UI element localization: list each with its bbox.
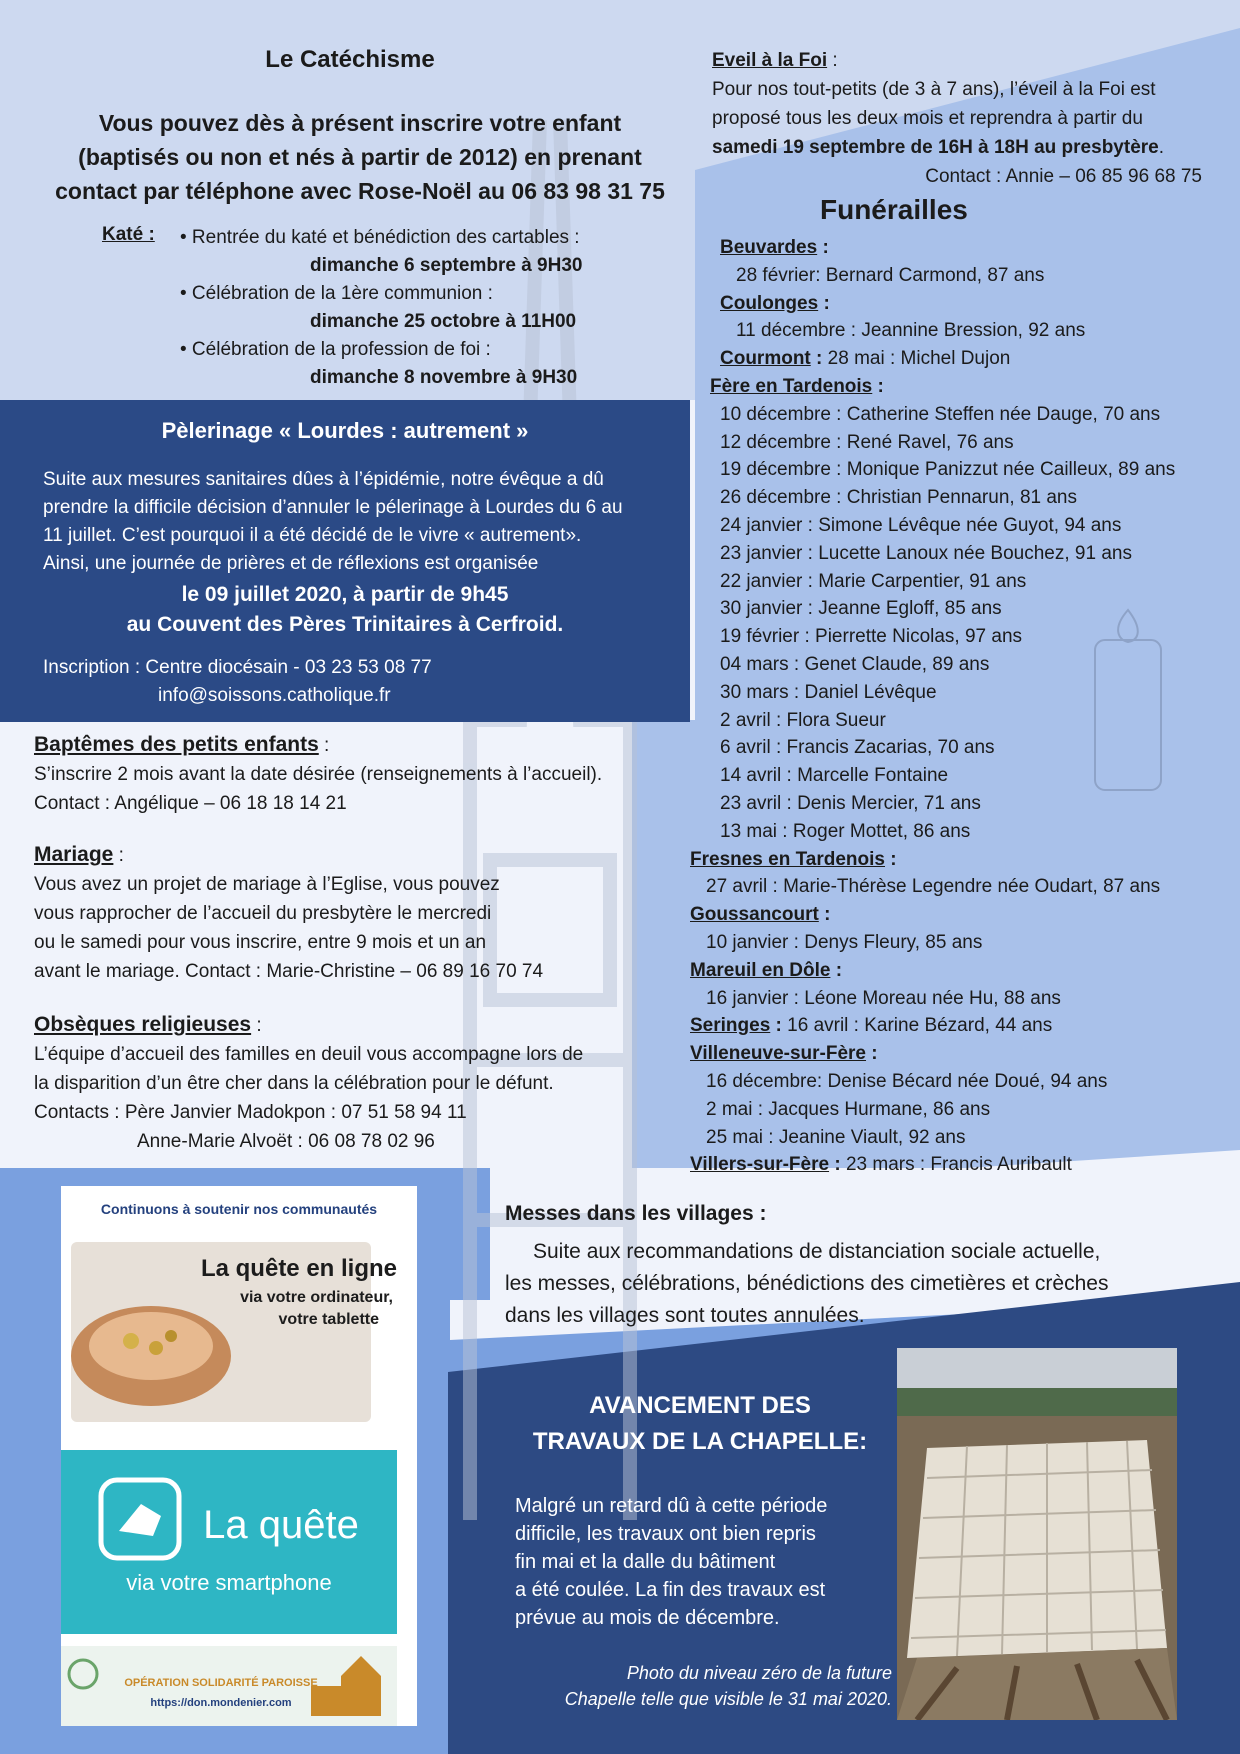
funerailles-place: [690, 234, 1230, 290]
mariage-section: Mariage : Vous avez un projet de mariage à l’Eglise, vous pouvez vous rapprocher de l’accueil du presbytère le mercredi ou le samedi pour vous inscrire, entre 9 mois et un an avant le mariage. Contact : Marie-Christine – 06 89 16 70 74: [34, 840, 674, 986]
pelerinage-email[interactable]: info@soissons.catholique.fr: [158, 685, 391, 706]
travaux-body-line: difficile, les travaux ont bien repris: [515, 1523, 816, 1545]
catechisme-intro-line: Vous pouvez dès à présent inscrire votre enfant: [98, 110, 622, 136]
eveil-line: proposé tous les deux mois et reprendra à partir du: [712, 108, 1143, 129]
chapel-construction-photo: [897, 1348, 1177, 1720]
funerailles-place-header: Villeneuve-sur-Fère :: [690, 1043, 878, 1065]
funerailles-title: Funérailles: [820, 194, 968, 225]
pelerinage-body-line: prendre la difficile décision d’annuler le pélerinage à Lourdes du 6 au: [43, 497, 623, 518]
quete-online-sub1: via votre ordinateur,: [240, 1289, 393, 1306]
funerailles-entry: 16 décembre: Denise Bécard née Doué, 94 ans: [706, 1070, 1108, 1092]
funerailles-entry: 23 avril : Denis Mercier, 71 ans: [720, 792, 981, 814]
travaux-body-line: prévue au mois de décembre.: [515, 1607, 780, 1629]
funerailles-place-header: Seringes : 16 avril : Karine Bézard, 44 ans: [690, 1015, 1053, 1037]
travaux-title: [505, 1388, 895, 1460]
funerailles-entry: 19 décembre : Monique Panizzut née Cailleux, 89 ans: [720, 459, 1176, 481]
quete-flyer: [61, 1186, 417, 1726]
funerailles-place-name: Villers-sur-Fère: [690, 1154, 830, 1176]
quete-operation: OPÉRATION SOLIDARITÉ PAROISSE: [124, 1677, 318, 1689]
kate-item-date: dimanche 8 novembre à 9H30: [310, 367, 578, 388]
funerailles-entry: 28 mai : Michel Dujon: [827, 348, 1011, 370]
funerailles-place: [690, 290, 1230, 346]
quete-app-title: La quête: [203, 1503, 359, 1547]
funerailles-entry: 13 mai : Roger Mottet, 86 ans: [720, 820, 971, 842]
pelerinage-body: [43, 466, 693, 578]
funerailles-list: [690, 234, 1230, 1179]
funerailles-entry: 24 janvier : Simone Lévêque née Guyot, 94 ans: [720, 514, 1122, 536]
obseques-section: Obsèques religieuses : L’équipe d’accueil des familles en deuil vous accompagne lors de la disparition d’un être cher dans la célébration pour le défunt. Contacts : Père Janvier Madokpon : 07 51 58 94 11 Anne-Marie Alvoët : 06 08 78 02 96: [34, 1010, 674, 1156]
quete-online-sub2: votre tablette: [278, 1311, 379, 1328]
kate-item-date: dimanche 6 septembre à 9H30: [310, 255, 583, 276]
travaux-body-line: fin mai et la dalle du bâtiment: [515, 1551, 776, 1573]
funerailles-place-name: Seringes: [690, 1015, 771, 1037]
baptemes-section: Baptêmes des petits enfants : S’inscrire 2 mois avant la date désirée (renseignements à l’accueil). Contact : Angélique – 06 18 18 14 21: [34, 730, 674, 818]
baptemes-line: Contact : Angélique – 06 18 18 14 21: [34, 793, 347, 814]
funerailles-entry: 16 janvier : Léone Moreau née Hu, 88 ans: [706, 987, 1061, 1009]
eveil-title: Eveil à la Foi: [712, 50, 828, 71]
obseques-line: Anne-Marie Alvoët : 06 08 78 02 96: [137, 1131, 435, 1152]
funerailles-entry: 30 mars : Daniel Lévêque: [720, 681, 937, 703]
funerailles-entry: 04 mars : Genet Claude, 89 ans: [720, 653, 990, 675]
kate-item-label: • Rentrée du katé et bénédiction des cartables :: [180, 227, 580, 248]
funerailles-place-name: Coulonges: [720, 292, 819, 314]
kate-item-date: dimanche 25 octobre à 11H00: [310, 311, 577, 332]
funerailles-place-name: Villeneuve-sur-Fère: [690, 1043, 867, 1065]
baptemes-title: Baptêmes des petits enfants: [34, 733, 319, 756]
funerailles-place-header: Villers-sur-Fère : 23 mars : Francis Auribault: [690, 1154, 1072, 1176]
funerailles-place-name: Mareuil en Dôle: [690, 959, 831, 981]
funerailles-entry: 26 décembre : Christian Pennarun, 81 ans: [720, 487, 1077, 509]
funerailles-entry: 25 mai : Jeanine Viault, 92 ans: [706, 1126, 966, 1148]
funerailles-entry: 11 décembre : Jeannine Bression, 92 ans: [736, 320, 1086, 342]
funerailles-entry: 22 janvier : Marie Carpentier, 91 ans: [720, 570, 1027, 592]
pelerinage-title: Pèlerinage « Lourdes : autrement »: [161, 418, 529, 443]
quete-header: Continuons à soutenir nos communautés: [100, 1201, 378, 1217]
funerailles-entry: 2 mai : Jacques Hurmane, 86 ans: [706, 1098, 991, 1120]
funerailles-place-name: Courmont: [720, 348, 811, 370]
catechisme-title: Le Catéchisme: [265, 46, 435, 73]
funerailles-place-name: Beuvardes: [720, 237, 818, 258]
catechisme-intro: [20, 106, 700, 208]
funerailles-entry: 6 avril : Francis Zacarias, 70 ans: [720, 737, 995, 759]
funerailles-entry: 10 décembre : Catherine Steffen née Dauge, 70 ans: [720, 403, 1161, 425]
travaux-body-line: a été coulée. La fin des travaux est: [515, 1579, 826, 1601]
travaux-title-line: TRAVAUX DE LA CHAPELLE:: [532, 1428, 868, 1455]
eveil-section: Eveil à la Foi : Pour nos tout-petits (de 3 à 7 ans), l’éveil à la Foi est proposé tous les deux mois et reprendra à partir du samedi 19 septembre de 16H à 18H au presbytère. Contact : Annie – 06 85 96 68 75: [712, 46, 1212, 191]
pelerinage-body-line: Suite aux mesures sanitaires dûes à l’épidémie, notre évêque a dû: [43, 469, 604, 490]
mariage-line: ou le samedi pour vous inscrire, entre 9 mois et un an: [34, 932, 487, 953]
funerailles-place-header: Fère en Tardenois :: [710, 375, 884, 397]
funerailles-place-header: Goussancourt :: [690, 904, 831, 926]
travaux-caption-line: Photo du niveau zéro de la future: [626, 1663, 892, 1683]
obseques-title: Obsèques religieuses: [34, 1013, 252, 1036]
kate-item: [180, 336, 650, 392]
funerailles-place-header: Beuvardes :: [720, 237, 829, 258]
funerailles-place-header: Coulonges :: [720, 292, 830, 314]
funerailles-place: [690, 846, 1230, 902]
funerailles-place: [690, 957, 1230, 1013]
funerailles-entry: 14 avril : Marcelle Fontaine: [720, 765, 949, 787]
eveil-contact: Contact : Annie – 06 85 96 68 75: [925, 166, 1202, 187]
eveil-date: samedi 19 septembre de 16H à 18H au presbytère: [712, 137, 1159, 158]
funerailles-entry: 27 avril : Marie-Thérèse Legendre née Oudart, 87 ans: [706, 876, 1161, 898]
obseques-line: la disparition d’un être cher dans la célébration pour le défunt.: [34, 1073, 554, 1094]
funerailles-place: [690, 345, 1230, 373]
mariage-line: Vous avez un projet de mariage à l’Eglise, vous pouvez: [34, 874, 500, 895]
funerailles-place: [690, 1012, 1230, 1040]
travaux-body: [515, 1492, 895, 1632]
funerailles-place: [690, 1151, 1230, 1179]
pelerinage-body-line: Ainsi, une journée de prières et de réflexions est organisée: [43, 553, 539, 574]
pelerinage-body-line: 11 juillet. C’est pourquoi il a été décidé de le vivre « autrement».: [43, 525, 582, 546]
funerailles-entry: 23 mars : Francis Auribault: [845, 1154, 1072, 1176]
messes-line: dans les villages sont toutes annulées.: [505, 1304, 865, 1327]
baptemes-line: S’inscrire 2 mois avant la date désirée (renseignements à l’accueil).: [34, 764, 603, 785]
funerailles-entry: 23 janvier : Lucette Lanoux née Bouchez, 91 ans: [720, 542, 1132, 564]
messes-body: [505, 1236, 1195, 1332]
messes-line: Suite aux recommandations de distanciation sociale actuelle,: [533, 1240, 1101, 1263]
quete-url[interactable]: https://don.mondenier.com: [150, 1697, 292, 1709]
funerailles-place-name: Fresnes en Tardenois: [690, 848, 885, 870]
kate-item-label: • Célébration de la 1ère communion :: [180, 283, 493, 304]
funerailles-place-name: Fère en Tardenois: [710, 375, 873, 397]
funerailles-entry: 12 décembre : René Ravel, 76 ans: [720, 431, 1014, 453]
funerailles-place: [690, 1040, 1230, 1151]
pelerinage-inscription: [43, 654, 683, 710]
travaux-caption: [520, 1660, 892, 1712]
messes-line: les messes, célébrations, bénédictions des cimetières et crèches: [505, 1272, 1109, 1295]
pelerinage-inscription-line: Inscription : Centre diocésain - 03 23 53 08 77: [43, 657, 432, 678]
funerailles-place: [690, 373, 1230, 846]
pelerinage-date-line: le 09 juillet 2020, à partir de 9h45: [181, 583, 509, 606]
kate-list: [180, 224, 650, 392]
travaux-caption-line: Chapelle telle que visible le 31 mai 2020.: [564, 1689, 892, 1709]
quete-app-sub: via votre smartphone: [126, 1570, 332, 1595]
funerailles-entry: 2 avril : Flora Sueur: [720, 709, 886, 731]
funerailles-place-header: Fresnes en Tardenois :: [690, 848, 897, 870]
kate-item: [180, 280, 650, 336]
obseques-line: L’équipe d’accueil des familles en deuil vous accompagne lors de: [34, 1044, 584, 1065]
funerailles-entry: 10 janvier : Denys Fleury, 85 ans: [706, 931, 983, 953]
funerailles-place-name: Goussancourt: [690, 904, 819, 926]
catechisme-intro-line: (baptisés ou non et nés à partir de 2012) en prenant: [78, 144, 642, 170]
mariage-line: avant le mariage. Contact : Marie-Christine – 06 89 16 70 74: [34, 961, 544, 982]
funerailles-entry: 28 février: Bernard Carmond, 87 ans: [736, 264, 1045, 286]
kate-item: [180, 224, 650, 280]
pelerinage-date-line: au Couvent des Pères Trinitaires à Cerfroid.: [126, 613, 564, 636]
messes-title: Messes dans les villages :: [505, 1202, 767, 1225]
kate-item-label: • Célébration de la profession de foi :: [180, 339, 491, 360]
eveil-line: Pour nos tout-petits (de 3 à 7 ans), l’éveil à la Foi est: [712, 79, 1156, 100]
funerailles-place-header: Courmont : 28 mai : Michel Dujon: [720, 348, 1011, 370]
catechisme-intro-line: contact par téléphone avec Rose-Noël au 06 83 98 31 75: [55, 178, 665, 204]
funerailles-entry: 19 février : Pierrette Nicolas, 97 ans: [720, 626, 1023, 648]
quete-online-title: La quête en ligne: [200, 1255, 397, 1282]
funerailles-place-header: Mareuil en Dôle :: [690, 959, 843, 981]
kate-label: Katé :: [102, 224, 155, 245]
obseques-line: Contacts : Père Janvier Madokpon : 07 51 58 94 11: [34, 1102, 467, 1123]
mariage-title: Mariage: [34, 843, 114, 866]
mariage-line: vous rapprocher de l’accueil du presbytère le mercredi: [34, 903, 492, 924]
funerailles-entry: 16 avril : Karine Bézard, 44 ans: [787, 1015, 1053, 1037]
pelerinage-date: [0, 580, 690, 640]
travaux-title-line: AVANCEMENT DES: [589, 1392, 811, 1419]
funerailles-place: [690, 901, 1230, 957]
travaux-body-line: Malgré un retard dû à cette période: [515, 1495, 828, 1517]
funerailles-entry: 30 janvier : Jeanne Egloff, 85 ans: [720, 598, 1002, 620]
